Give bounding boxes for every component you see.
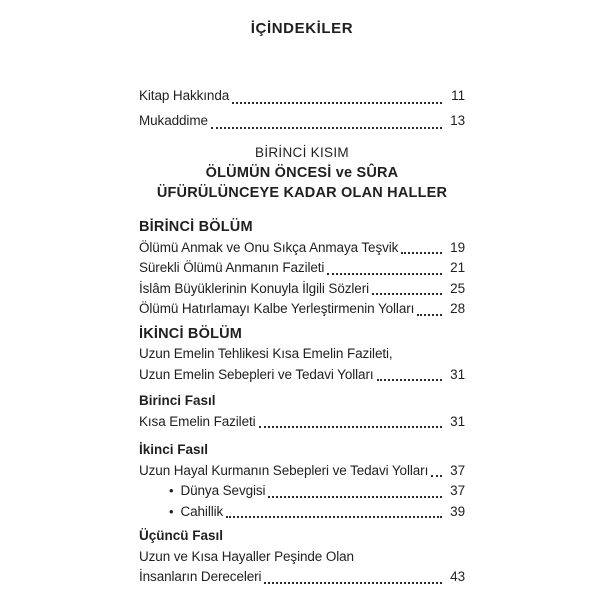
toc-page-number: 43 [450, 569, 465, 584]
toc-page-number: 13 [450, 113, 465, 128]
dotted-leader [232, 83, 442, 104]
bullet-icon: • [169, 503, 174, 519]
toc-row [139, 412, 465, 433]
chapter-two-section [139, 324, 465, 588]
toc-page-number: 28 [450, 301, 465, 316]
toc-page-number: 31 [450, 413, 465, 429]
toc-row [139, 502, 465, 523]
dotted-leader [226, 502, 442, 519]
toc-page-number: 39 [450, 503, 465, 519]
toc-row [139, 279, 465, 300]
toc-row [139, 567, 465, 588]
toc-entry-label: İnsanların Dereceleri [139, 569, 262, 584]
dotted-leader [431, 461, 442, 478]
dotted-leader [264, 567, 442, 584]
dotted-leader [372, 279, 442, 296]
dotted-leader [259, 412, 442, 429]
toc-page-number: 25 [450, 280, 465, 296]
chapter-heading: BİRİNCİ BÖLÜM [139, 219, 253, 235]
fasil-three-section [139, 526, 465, 588]
fasil-heading: Üçüncü Fasıl [139, 528, 224, 543]
toc-row [139, 258, 465, 279]
toc-page-number: 31 [450, 366, 465, 382]
dotted-leader [211, 108, 442, 129]
toc-entry-label: Dünya Sevgisi [180, 483, 266, 498]
dotted-leader [327, 258, 442, 275]
toc-row [139, 461, 465, 482]
bullet-icon: • [169, 483, 174, 498]
toc-page-number: 11 [451, 88, 465, 103]
fasil-heading: Birinci Fasıl [139, 393, 216, 408]
dotted-leader [401, 238, 442, 255]
toc-entry-label: Ölümü Anmak ve Onu Sıkça Anmaya Teşvik [139, 239, 399, 255]
page-title: İÇİNDEKİLER [250, 20, 354, 37]
toc-page-number: 37 [450, 483, 465, 498]
toc-row [139, 365, 465, 386]
dotted-leader [268, 481, 442, 498]
chapter-heading: İKİNCİ BÖLÜM [139, 325, 243, 342]
toc-row [139, 83, 465, 108]
part-title-line1: ÖLÜMÜN ÖNCESİ ve SÛRA [205, 165, 399, 181]
toc-entry-continuation: Uzun Emelin Tehlikesi Kısa Emelin Fazileti, [139, 346, 393, 361]
toc-entry-label: Uzun Hayal Kurmanın Sebepleri ve Tedavi Yolları [139, 462, 429, 478]
toc-entry-continuation: Uzun ve Kısa Hayaller Peşinde Olan [139, 548, 354, 564]
toc-entry-label: İslâm Büyüklerinin Konuyla İlgili Sözleri [139, 280, 370, 296]
chapter-one-section [139, 217, 465, 320]
fasil-one-section [139, 391, 465, 432]
dotted-leader [377, 365, 443, 382]
toc-row [139, 299, 465, 320]
toc-row [139, 108, 465, 133]
part-header [139, 143, 465, 203]
toc-page-number: 21 [450, 260, 465, 275]
dotted-leader [417, 299, 442, 316]
toc-entry-label: Sürekli Ölümü Anmanın Fazileti [139, 260, 325, 275]
toc-entry-label: Kitap Hakkında [139, 88, 230, 103]
fasil-heading: İkinci Fasıl [139, 442, 209, 457]
toc-page-number: 37 [450, 462, 465, 478]
toc-entry-label: Kısa Emelin Fazileti [139, 413, 256, 429]
fasil-two-section [139, 440, 465, 522]
front-matter-list [139, 83, 465, 133]
toc-entry-label: Uzun Emelin Sebepleri ve Tedavi Yolları [139, 366, 374, 382]
part-kicker: BİRİNCİ KISIM [255, 145, 349, 160]
part-title-line2: ÜFÜRÜLÜNCEYE KADAR OLAN HALLER [156, 185, 448, 201]
toc-row [139, 481, 465, 502]
toc-row [139, 238, 465, 259]
toc-entry-label: Ölümü Hatırlamayı Kalbe Yerleştirmenin Yolları [139, 301, 415, 316]
toc-entry-label: Cahillik [180, 503, 224, 519]
toc-entry-label: Mukaddime [139, 113, 208, 128]
toc-page-number: 19 [450, 239, 465, 255]
